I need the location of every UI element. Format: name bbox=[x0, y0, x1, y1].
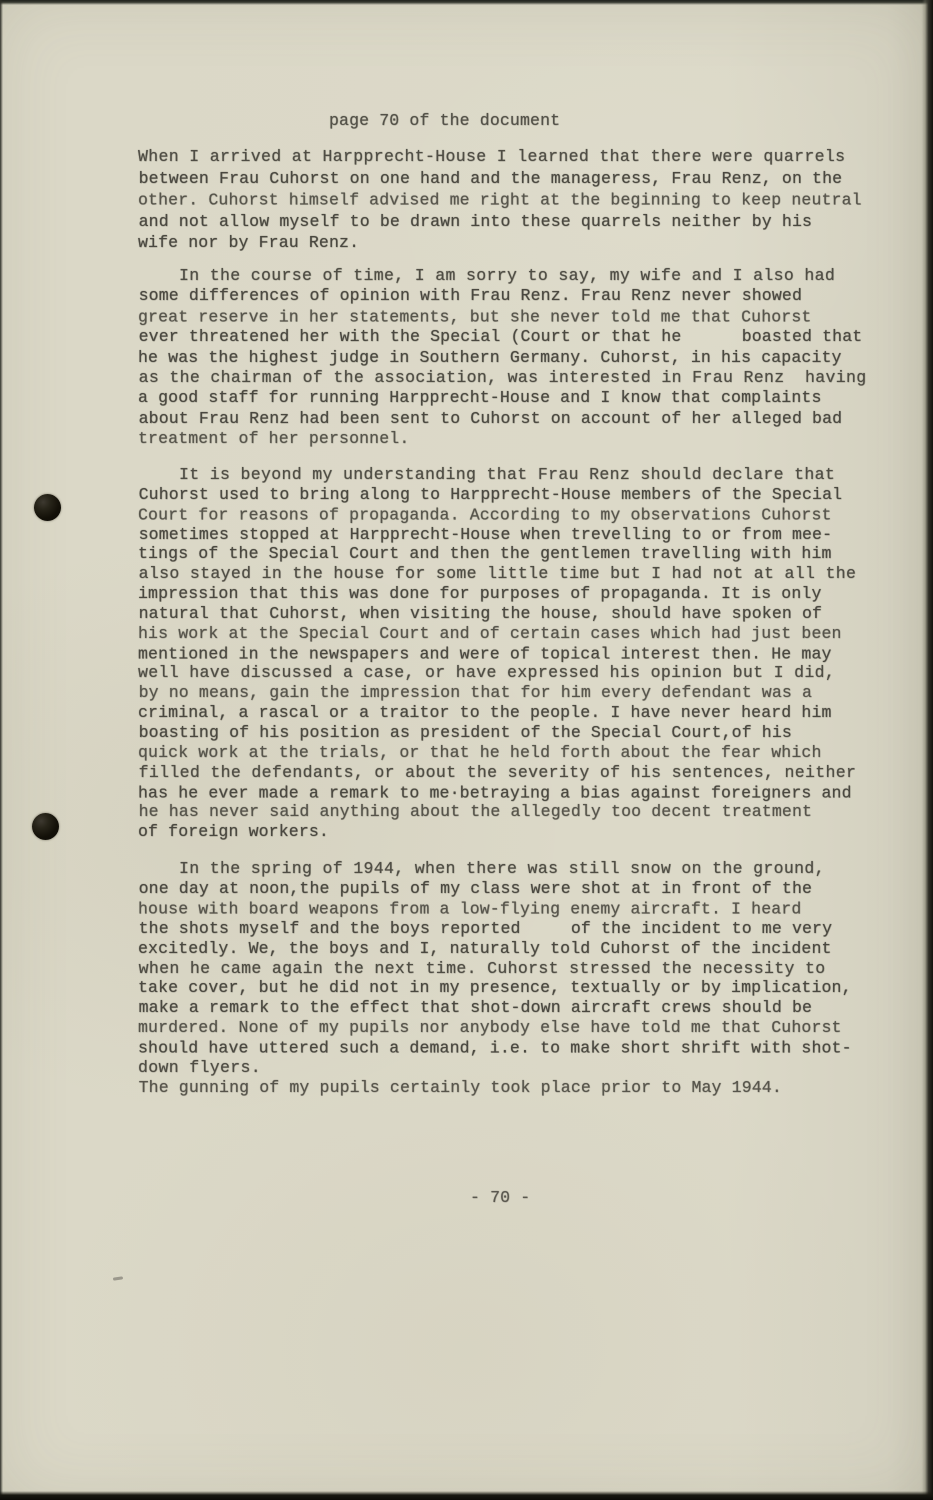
text-line: The gunning of my pupils certainly took place prior to May 1944. bbox=[138, 1077, 782, 1097]
text-line: ever threatened her with the Special (Court or that he boasted that bbox=[138, 327, 863, 347]
pencil-mark bbox=[113, 1276, 123, 1280]
paragraph-1 bbox=[138, 146, 862, 254]
text-line: other. Cuhorst himself advised me right at the beginning to keep neutral bbox=[138, 190, 862, 210]
paragraph-3 bbox=[138, 465, 856, 842]
text-line: tings of the Special Court and then the gentlemen travelling with him bbox=[138, 544, 832, 564]
text-line: the shots myself and the boys reported of the incident to me very bbox=[138, 918, 833, 938]
scan-edge-left bbox=[0, 0, 3, 1500]
text-line: well have discussed a case, or have expressed his opinion but I did, bbox=[138, 663, 836, 683]
text-line: excitedly. We, the boys and I, naturally told Cuhorst of the incident bbox=[138, 938, 832, 958]
text-line: boasting of his position as president of the Special Court,of his bbox=[138, 722, 792, 742]
text-line: make a remark to the effect that shot-down aircraft crews should be bbox=[138, 998, 813, 1018]
text-line: treatment of her personnel. bbox=[138, 429, 410, 449]
text-line: a good staff for running Harpprecht-House and I know that complaints bbox=[138, 388, 822, 408]
text-line: criminal, a rascal or a traitor to the people. I have never heard him bbox=[138, 703, 832, 723]
text-line: when he came again the next time. Cuhorst stressed the necessity to bbox=[138, 958, 826, 978]
text-line: Court for reasons of propaganda. According to my observations Cuhorst bbox=[138, 505, 832, 525]
text-line: impression that this was done for purposes of propaganda. It is only bbox=[138, 584, 822, 604]
text-line: one day at noon,the pupils of my class were shot at in front of the bbox=[138, 878, 813, 898]
scan-edge-right bbox=[922, 0, 933, 1500]
text-line: between Frau Cuhorst on one hand and the manageress, Frau Renz, on the bbox=[138, 168, 843, 188]
text-line: house with board weapons from a low-flying enemy aircraft. I heard bbox=[138, 899, 802, 919]
paragraph-2 bbox=[138, 266, 866, 450]
text-line: his work at the Special Court and of certain cases which had just been bbox=[138, 623, 842, 643]
paragraph-4 bbox=[138, 859, 852, 1098]
punch-hole-top bbox=[34, 494, 61, 521]
page-number: - 70 - bbox=[470, 1188, 531, 1207]
scan-edge-top bbox=[0, 0, 933, 5]
text-line: as the chairman of the association, was interested in Frau Renz having bbox=[138, 368, 867, 388]
page-header: page 70 of the document bbox=[329, 111, 561, 130]
text-line: and not allow myself to be drawn into these quarrels neither by his bbox=[138, 211, 813, 231]
text-line: When I arrived at Harpprecht-House I learned that there were quarrels bbox=[138, 147, 846, 166]
text-line: Cuhorst used to bring along to Harpprecht-House members of the Special bbox=[138, 484, 843, 504]
text-line: down flyers. bbox=[138, 1058, 262, 1078]
text-line: should have uttered such a demand, i.e. to make short shrift with shot- bbox=[138, 1038, 852, 1058]
text-line: wife nor by Frau Renz. bbox=[138, 233, 360, 252]
text-line: he has never said anything about the allegedly too decent treatment bbox=[138, 802, 813, 822]
punch-hole-bottom bbox=[32, 813, 59, 840]
text-line: has he ever made a remark to me·betraying a bias against foreigners and bbox=[138, 783, 852, 803]
text-line: sometimes stopped at Harpprecht-House when trevelling to or from mee- bbox=[138, 524, 833, 544]
text-line: great reserve in her statements, but she never told me that Cuhorst bbox=[138, 307, 812, 327]
text-line: some differences of opinion with Frau Renz. Frau Renz never showed bbox=[138, 286, 803, 306]
text-line: natural that Cuhorst, when visiting the house, should have spoken of bbox=[138, 603, 823, 623]
text-line: about Frau Renz had been sent to Cuhorst on account of her alleged bad bbox=[138, 408, 843, 428]
text-line: In the course of time, I am sorry to say, my wife and I also had bbox=[138, 266, 836, 285]
text-line: quick work at the trials, or that he held forth about the fear which bbox=[138, 742, 822, 762]
text-line: murdered. None of my pupils nor anybody else have told me that Cuhorst bbox=[138, 1018, 842, 1038]
text-line: take cover, but he did not in my presence, textually or by implication, bbox=[138, 978, 852, 998]
text-line: of foreign workers. bbox=[138, 822, 329, 842]
text-line: mentioned in the newspapers and were of topical interest then. He may bbox=[138, 644, 832, 664]
scan-edge-bottom bbox=[0, 1491, 933, 1500]
text-line: It is beyond my understanding that Frau Renz should declare that bbox=[138, 465, 836, 484]
text-line: by no means, gain the impression that for him every defendant was a bbox=[138, 683, 813, 703]
text-line: he was the highest judge in Southern Germany. Cuhorst, in his capacity bbox=[138, 347, 842, 367]
text-line: In the spring of 1944, when there was still snow on the ground, bbox=[138, 859, 825, 878]
text-line: also stayed in the house for some little time but I had not at all the bbox=[138, 564, 857, 584]
text-line: filled the defendants, or about the severity of his sentences, neither bbox=[138, 762, 857, 782]
